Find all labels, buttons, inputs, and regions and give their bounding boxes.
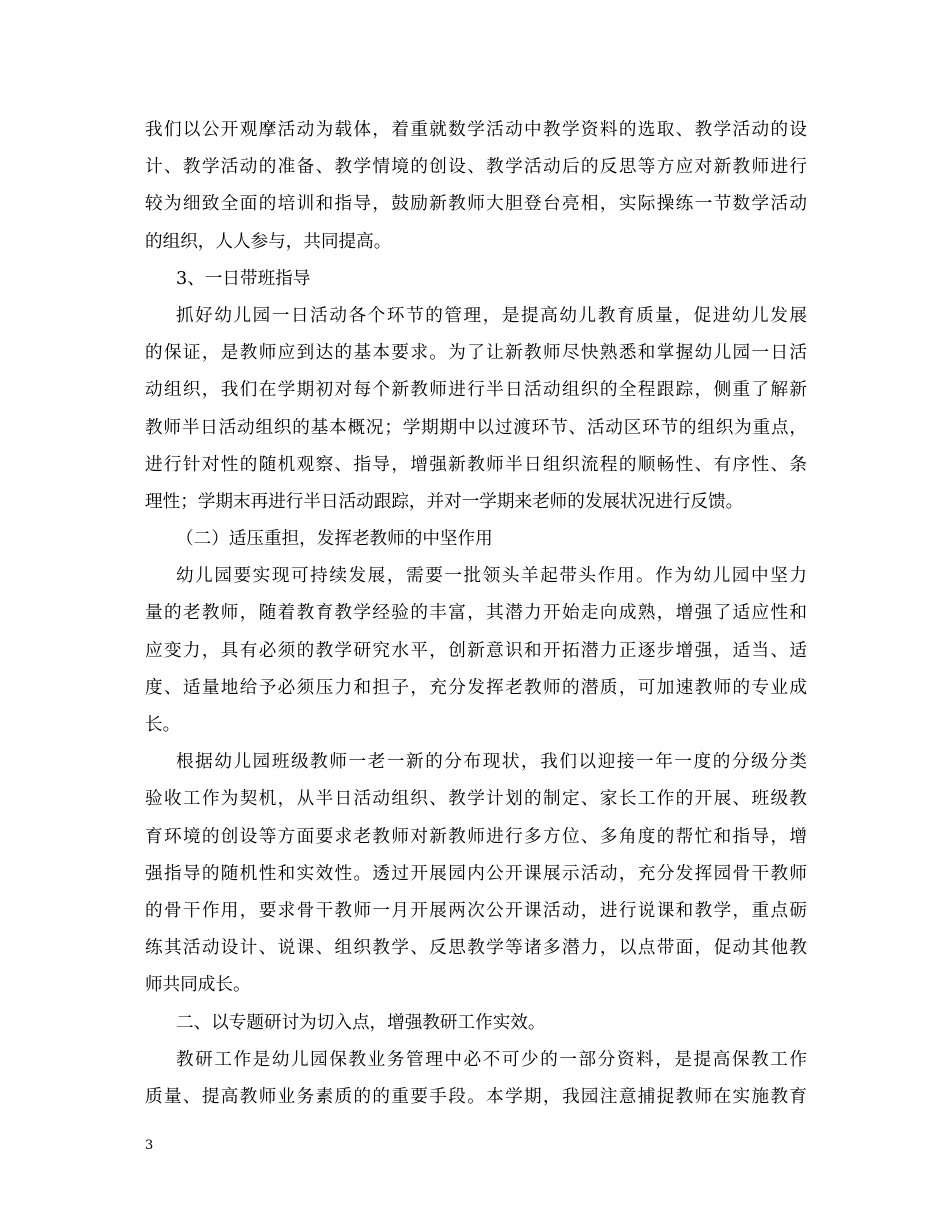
page-number: 3: [145, 1138, 154, 1153]
text-line: 练其活动设计、说课、组织教学、反思教学等诸多潜力，以点带面，促动其他教: [145, 938, 807, 959]
text-line: 教研工作是幼儿园保教业务管理中必不可少的一部分资料，是提高保教工作: [176, 1049, 807, 1070]
text-line: 质量、提高教师业务素质的的重要手段。本学期，我园注意捕捉教师在实施教育: [145, 1086, 807, 1107]
text-line: 我们以公开观摩活动为载体，着重就数学活动中教学资料的选取、教学活动的设: [145, 120, 807, 140]
text-line: 二、以专题研讨为切入点，增强教研工作实效。: [176, 1012, 546, 1033]
text-line: 强指导的随机性和实效性。透过开展园内公开课展示活动，充分发挥园骨干教师: [145, 863, 807, 884]
text-line: （二）适压重担，发挥老教师的中坚作用: [176, 529, 493, 550]
text-line: 应变力，具有必须的教学研究水平，创新意识和开拓潜力正逐步增强，适当、适: [145, 640, 807, 661]
text-line: 量的老教师，随着教育教学经验的丰富，其潜力开始走向成熟，增强了适应性和: [145, 603, 807, 624]
text-line: 长。: [145, 715, 181, 735]
text-line: 的组织，人人参与，共同提高。: [145, 231, 392, 252]
text-line: 的骨干作用，要求骨干教师一月开展两次公开课活动，进行说课和教学，重点砺: [145, 900, 807, 921]
text-line: 3、一日带班指导: [176, 268, 311, 289]
text-line: 进行针对性的随机观察、指导，增强新教师半日组织流程的顺畅性、有序性、条: [145, 454, 807, 475]
text-line: 教师半日活动组织的基本概况；学期期中以过渡环节、活动区环节的组织为重点，: [145, 417, 807, 438]
text-line: 计、教学活动的准备、教学情境的创设、教学活动后的反思等方应对新教师进行: [145, 157, 807, 178]
text-line: 师共同成长。: [145, 975, 251, 996]
body-text: [145, 112, 807, 1116]
text-line: 较为细致全面的培训和指导，鼓励新教师大胆登台亮相，实际操练一节数学活动: [145, 194, 807, 215]
text-line: 根据幼儿园班级教师一老一新的分布现状，我们以迎接一年一度的分级分类: [176, 752, 807, 773]
text-line: 幼儿园要实现可持续发展，需要一批领头羊起带头作用。作为幼儿园中坚力: [176, 566, 807, 587]
text-line: 抓好幼儿园一日活动各个环节的管理，是提高幼儿教育质量，促进幼儿发展: [176, 305, 807, 326]
text-line: 验收工作为契机，从半日活动组织、教学计划的制定、家长工作的开展、班级教: [145, 789, 807, 810]
text-line: 的保证，是教师应到达的基本要求。为了让新教师尽快熟悉和掌握幼儿园一日活: [145, 343, 807, 364]
text-line: 动组织，我们在学期初对每个新教师进行半日活动组织的全程跟踪，侧重了解新: [145, 380, 807, 401]
text-line: 育环境的创设等方面要求老教师对新教师进行多方位、多角度的帮忙和指导，增: [145, 826, 807, 847]
text-line: 理性；学期末再进行半日活动跟踪，并对一学期来老师的发展状况进行反馈。: [145, 491, 744, 512]
text-line: 度、适量地给予必须压力和担子，充分发挥老教师的潜质，可加速教师的专业成: [145, 677, 807, 698]
